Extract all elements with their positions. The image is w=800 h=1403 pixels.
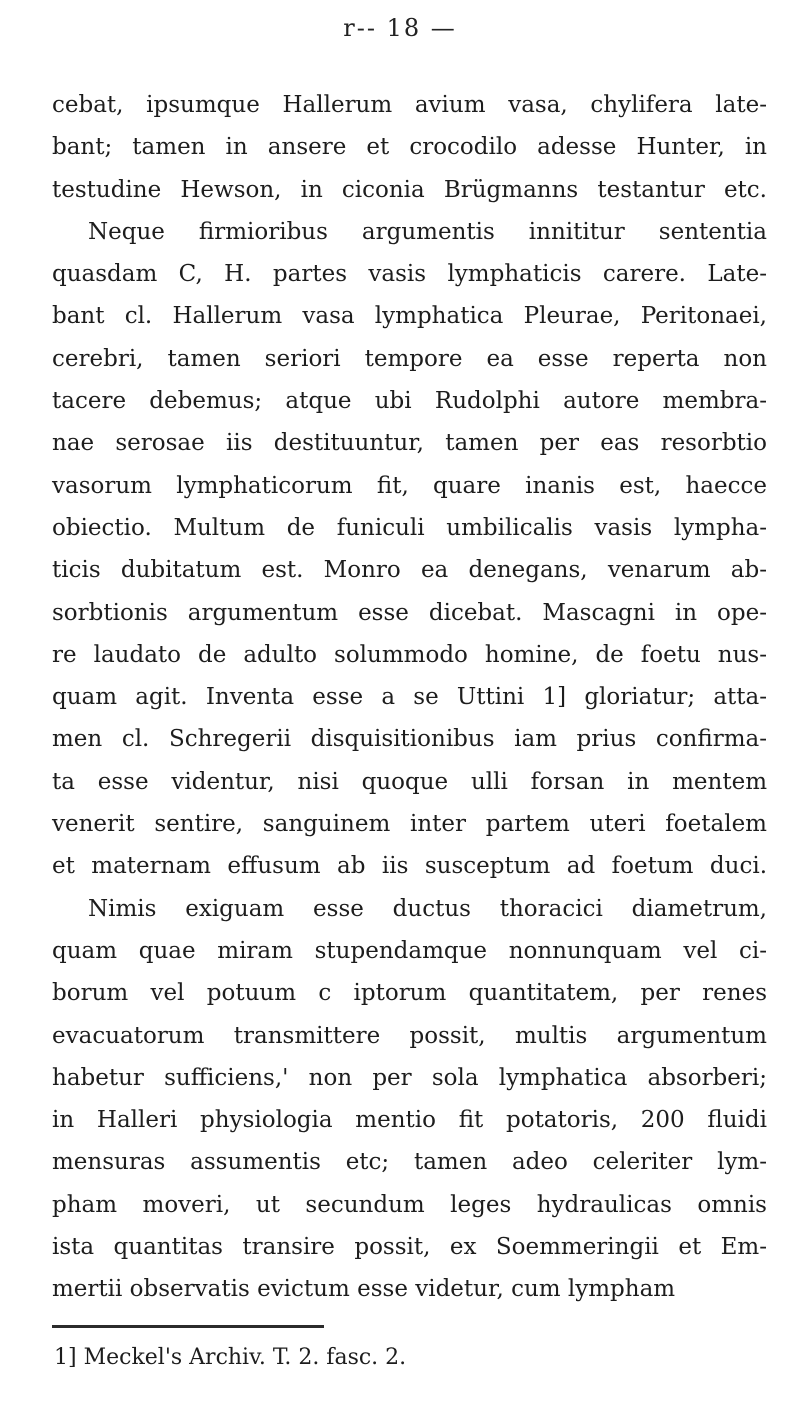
text-line: cerebri, tamen seriori tempore ea esse reperta non: [52, 345, 767, 372]
text-line: vasorum lymphaticorum fit, quare inanis est, haecce: [52, 472, 767, 499]
text-line: testudine Hewson, in ciconia Brügmanns testantur etc.: [52, 176, 767, 203]
text-line: pham moveri, ut secundum leges hydraulicas omnis: [52, 1191, 767, 1218]
text-line: cebat, ipsumque Hallerum avium vasa, chylifera late-: [52, 92, 767, 118]
text-line: nae serosae iis destituuntur, tamen per eas resorbtio: [52, 430, 767, 457]
text-line: bant cl. Hallerum vasa lymphatica Pleurae, Peritonaei,: [52, 303, 767, 330]
text-line: mensuras assumentis etc; tamen adeo celeriter lym-: [52, 1149, 767, 1176]
text-line: quam quae miram stupendamque nonnunquam vel ci-: [52, 937, 767, 964]
footnote: 1] Meckel's Archiv. T. 2. fasc. 2.: [54, 1345, 407, 1370]
text-line: Nimis exiguam esse ductus thoracici diametrum,: [88, 895, 767, 922]
text-line: ista quantitas transire possit, ex Soemmeringii et Em-: [52, 1234, 767, 1261]
body-text: [52, 84, 767, 1311]
text-line: habetur sufficiens,' non per sola lymphatica absorberi;: [52, 1064, 767, 1091]
text-line: borum vel potuum c iptorum quantitatem, per renes: [52, 980, 767, 1007]
page-number: r-- 18 —: [343, 14, 457, 42]
text-line: re laudato de adulto solummodo homine, de foetu nus-: [52, 641, 767, 668]
text-line: men cl. Schregerii disquisitionibus iam prius confirma-: [52, 726, 767, 753]
text-line: et maternam effusum ab iis susceptum ad foetum duci.: [52, 853, 767, 880]
text-line: in Halleri physiologia mentio fit potatoris, 200 fluidi: [52, 1107, 767, 1134]
text-line: quam agit. Inventa esse a se Uttini 1] gloriatur; atta-: [52, 684, 767, 711]
text-line: Neque firmioribus argumentis innititur sententia: [88, 218, 767, 245]
text-line: evacuatorum transmittere possit, multis argumentum: [52, 1022, 767, 1049]
text-line: tacere debemus; atque ubi Rudolphi autore membra-: [52, 388, 767, 415]
text-line: bant; tamen in ansere et crocodilo adesse Hunter, in: [52, 134, 767, 161]
text-line: venerit sentire, sanguinem inter partem uteri foetalem: [52, 811, 767, 838]
text-line: quasdam C, H. partes vasis lymphaticis carere. Late-: [52, 261, 767, 288]
text-line: mertii observatis evictum esse videtur, cum lympham: [52, 1276, 676, 1303]
footnote-divider: [52, 1325, 324, 1328]
text-line: ticis dubitatum est. Monro ea denegans, venarum ab-: [52, 557, 767, 584]
text-line: obiectio. Multum de funiculi umbilicalis vasis lympha-: [52, 514, 767, 541]
text-line: ta esse videntur, nisi quoque ulli forsan in mentem: [52, 768, 767, 795]
text-line: sorbtionis argumentum esse dicebat. Mascagni in ope-: [52, 599, 767, 626]
